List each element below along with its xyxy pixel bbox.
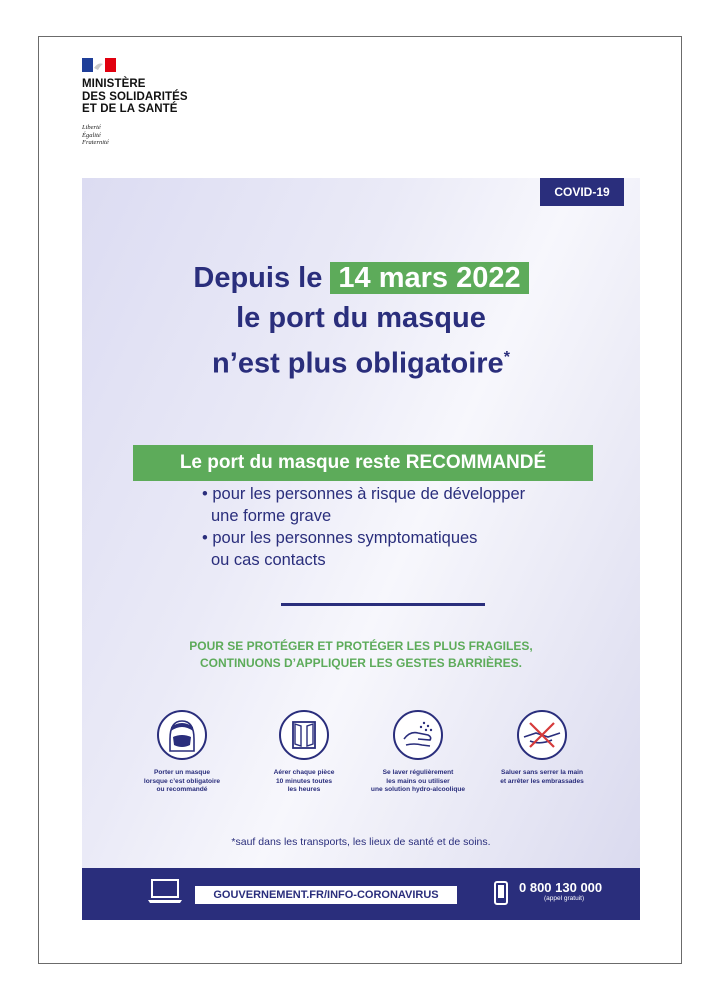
- recommendation-banner: Le port du masque reste RECOMMANDÉ: [133, 445, 593, 481]
- section-divider: [281, 603, 485, 606]
- headline-date: 14 mars 2022: [330, 262, 528, 294]
- republique-francaise-logo: [82, 58, 116, 72]
- covid-badge: COVID-19: [540, 178, 624, 206]
- footnote: *sauf dans les transports, les lieux de santé et de soins.: [231, 836, 491, 848]
- footer-bar: [82, 868, 640, 920]
- recommendation-list: [202, 483, 525, 571]
- laptop-icon: [148, 878, 182, 904]
- gesture-handwash: Se laver régulièrement les mains ou utiliser une solution hydro-alcoolique: [363, 709, 473, 795]
- mask-icon: [156, 709, 208, 761]
- barrier-gestures-title: POUR SE PROTÉGER ET PROTÉGER LES PLUS FRAGILES, CONTINUONS D’APPLIQUER LES GESTES BARRIÈRES.: [189, 639, 533, 670]
- list-item: • pour les personnes symptomatiques: [202, 529, 478, 547]
- handwash-icon: [392, 709, 444, 761]
- gesture-mask: Porter un masque lorsque c’est obligatoire ou recommandé: [127, 709, 237, 795]
- ministry-name: MINISTÈRE DES SOLIDARITÉS ET DE LA SANTÉ: [82, 78, 188, 115]
- list-item-continued: ou cas contacts: [211, 551, 326, 569]
- info-url-link[interactable]: GOUVERNEMENT.FR/INFO-CORONAVIRUS: [195, 886, 457, 904]
- list-item: • pour les personnes à risque de développer: [202, 485, 526, 503]
- hotline-note: (appel gratuit): [544, 895, 585, 902]
- headline-asterisk: *: [503, 349, 510, 366]
- list-item-continued: une forme grave: [211, 507, 332, 525]
- covid-poster: [82, 178, 640, 920]
- gesture-no-handshake: Saluer sans serrer la main et arrêter les embrassades: [487, 709, 597, 786]
- headline-line3: n’est plus obligatoire: [212, 347, 504, 380]
- headline-prefix: Depuis le: [193, 262, 331, 294]
- hotline-number: 0 800 130 000: [519, 880, 603, 895]
- phone-icon: [494, 881, 508, 905]
- window-icon: [278, 709, 330, 761]
- no-handshake-icon: [516, 709, 568, 761]
- gesture-window: Aérer chaque pièce 10 minutes toutes les heures: [249, 709, 359, 795]
- headline-line2: le port du masque: [236, 302, 486, 334]
- republic-motto: Liberté Égalité Fraternité: [82, 124, 109, 146]
- headline: [82, 258, 640, 384]
